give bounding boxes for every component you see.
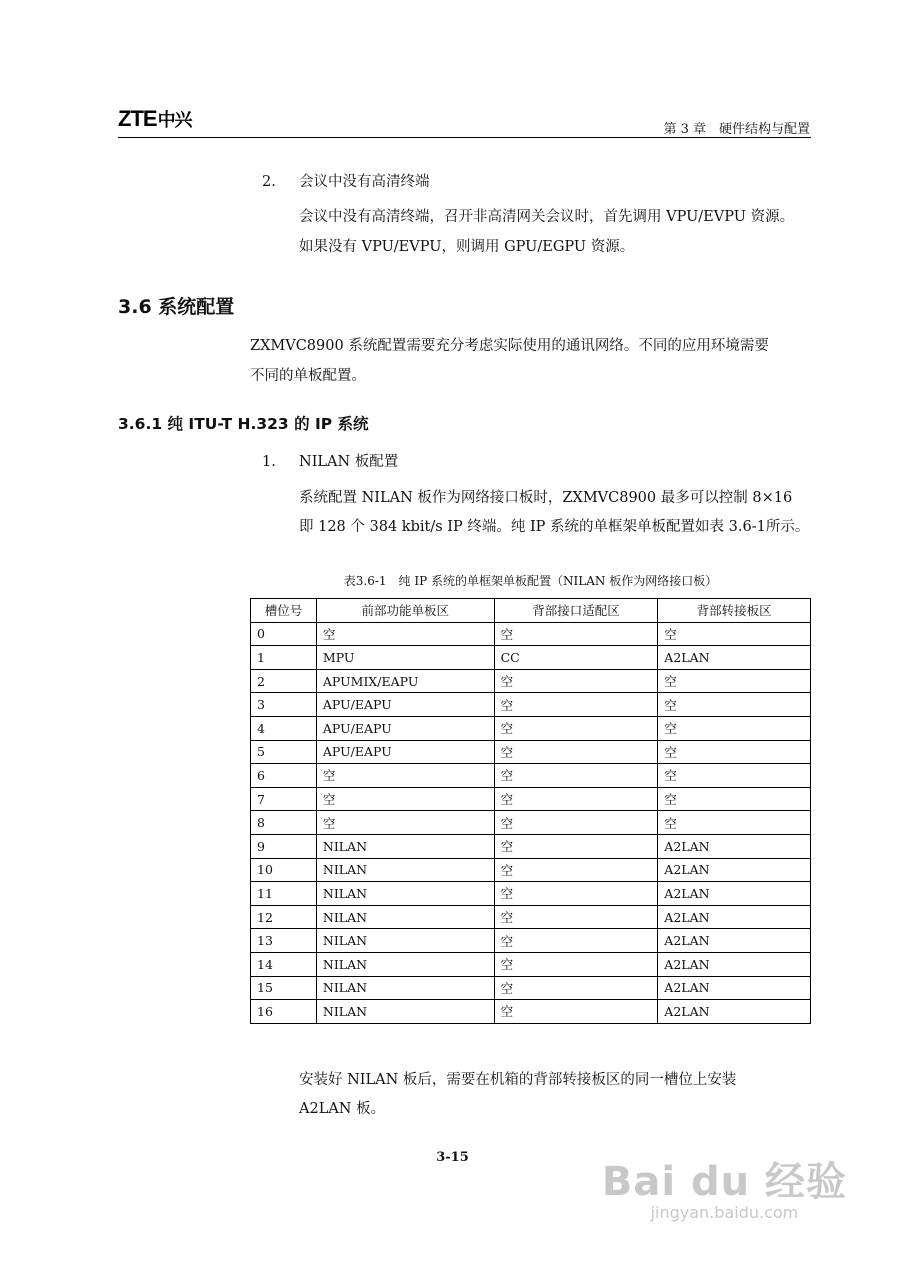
table-cell: 空 xyxy=(494,669,658,693)
table-cell: 11 xyxy=(251,882,317,906)
paragraph-line: 如果没有 VPU/EVPU，则调用 GPU/EGPU 资源。 xyxy=(299,239,635,255)
table-cell: 空 xyxy=(658,693,811,717)
header-rear-transfer: 背部转接板区 xyxy=(658,599,811,623)
table-cell: 空 xyxy=(658,740,811,764)
baidu-watermark xyxy=(602,1150,847,1222)
table-cell: A2LAN xyxy=(658,1000,811,1024)
table-cell: 2 xyxy=(251,669,317,693)
table-cell: 10 xyxy=(251,858,317,882)
table-cell: A2LAN xyxy=(658,976,811,1000)
table-cell: 空 xyxy=(494,929,658,953)
table-cell: NILAN xyxy=(316,858,494,882)
table-row xyxy=(251,764,811,788)
table-row xyxy=(251,787,811,811)
table-cell: APUMIX/EAPU xyxy=(316,669,494,693)
table-cell: NILAN xyxy=(316,1000,494,1024)
table-cell: 空 xyxy=(494,716,658,740)
table-cell: 空 xyxy=(494,811,658,835)
table-row xyxy=(251,952,811,976)
table-row xyxy=(251,882,811,906)
watermark-brand: Bai du 经验 xyxy=(601,1159,847,1205)
table-cell: 9 xyxy=(251,834,317,858)
table-row xyxy=(251,646,811,670)
table-row xyxy=(251,740,811,764)
table-cell: NILAN xyxy=(316,834,494,858)
table-row xyxy=(251,1000,811,1024)
table-cell: 空 xyxy=(494,787,658,811)
table-row xyxy=(251,693,811,717)
table-cell: 空 xyxy=(494,976,658,1000)
table-cell: NILAN xyxy=(316,882,494,906)
chapter-title: 第 3 章 硬件结构与配置 xyxy=(663,122,810,137)
table-cell: 空 xyxy=(658,787,811,811)
watermark-url: jingyan.baidu.com xyxy=(650,1203,799,1222)
table-cell: NILAN xyxy=(316,976,494,1000)
table-cell: 0 xyxy=(251,622,317,646)
table-cell: 空 xyxy=(494,834,658,858)
table-cell: 空 xyxy=(316,764,494,788)
table-cell: APU/EAPU xyxy=(316,716,494,740)
table-cell: 空 xyxy=(316,811,494,835)
paragraph-line: 系统配置 NILAN 板作为网络接口板时，ZXMVC8900 最多可以控制 8×16 xyxy=(299,490,793,506)
zte-logo xyxy=(118,106,192,132)
table-cell: CC xyxy=(494,646,658,670)
table-cell: MPU xyxy=(316,646,494,670)
list-item-number: 1. xyxy=(262,454,276,470)
table-row xyxy=(251,622,811,646)
paragraph-line: 会议中没有高清终端，召开非高清网关会议时，首先调用 VPU/EVPU 资源。 xyxy=(299,209,795,225)
table-cell: NILAN xyxy=(316,929,494,953)
table-cell: 空 xyxy=(658,811,811,835)
table-cell: NILAN xyxy=(316,952,494,976)
table-row xyxy=(251,929,811,953)
header-divider xyxy=(118,137,811,138)
table-cell: 空 xyxy=(494,882,658,906)
table-cell: A2LAN xyxy=(658,882,811,906)
table-cell: 空 xyxy=(658,669,811,693)
table-cell: 空 xyxy=(494,905,658,929)
page-number: 3-15 xyxy=(436,1150,469,1165)
table-cell: 5 xyxy=(251,740,317,764)
subsection-heading: 3.6.1 纯 ITU-T H.323 的 IP 系统 xyxy=(118,415,369,433)
section-heading: 3.6 系统配置 xyxy=(118,296,235,318)
table-cell: A2LAN xyxy=(658,646,811,670)
header-rear-interface: 背部接口适配区 xyxy=(494,599,658,623)
table-cell: 12 xyxy=(251,905,317,929)
table-cell: 7 xyxy=(251,787,317,811)
config-table xyxy=(250,598,811,1024)
table-cell: A2LAN xyxy=(658,952,811,976)
list-item-number: 2. xyxy=(262,174,276,190)
table-cell: A2LAN xyxy=(658,834,811,858)
table-cell: 空 xyxy=(494,740,658,764)
table-cell: 空 xyxy=(658,716,811,740)
table-cell: 8 xyxy=(251,811,317,835)
table-header-row xyxy=(251,599,811,623)
table-cell: 4 xyxy=(251,716,317,740)
header-slot: 槽位号 xyxy=(251,599,317,623)
table-caption: 表3.6-1 纯 IP 系统的单框架单板配置（NILAN 板作为网络接口板） xyxy=(343,574,718,588)
paragraph-line: ZXMVC8900 系统配置需要充分考虑实际使用的通讯网络。不同的应用环境需要 xyxy=(250,338,769,354)
paragraph-line: A2LAN 板。 xyxy=(299,1101,386,1117)
table-cell: 6 xyxy=(251,764,317,788)
table-row xyxy=(251,905,811,929)
table-cell: 空 xyxy=(494,693,658,717)
table-cell: 空 xyxy=(658,764,811,788)
logo-text: ZTE xyxy=(118,106,157,131)
table-cell: A2LAN xyxy=(658,858,811,882)
table-cell: 空 xyxy=(494,1000,658,1024)
table-cell: APU/EAPU xyxy=(316,740,494,764)
table-cell: 空 xyxy=(494,622,658,646)
table-cell: 空 xyxy=(316,622,494,646)
table-row xyxy=(251,834,811,858)
paragraph-line: 不同的单板配置。 xyxy=(250,368,366,384)
list-item-title: NILAN 板配置 xyxy=(299,454,399,470)
table-cell: 空 xyxy=(316,787,494,811)
table-cell: 1 xyxy=(251,646,317,670)
table-row xyxy=(251,716,811,740)
table-cell: 14 xyxy=(251,952,317,976)
table-cell: A2LAN xyxy=(658,929,811,953)
header-front: 前部功能单板区 xyxy=(316,599,494,623)
table-cell: 空 xyxy=(494,858,658,882)
table-row xyxy=(251,811,811,835)
table-cell: 空 xyxy=(494,764,658,788)
table-cell: 空 xyxy=(494,952,658,976)
table-cell: A2LAN xyxy=(658,905,811,929)
paragraph-line: 即 128 个 384 kbit/s IP 终端。纯 IP 系统的单框架单板配置如表 3.6-1所示。 xyxy=(299,519,810,535)
table-cell: 13 xyxy=(251,929,317,953)
table-row xyxy=(251,858,811,882)
table-row xyxy=(251,976,811,1000)
table-row xyxy=(251,669,811,693)
table-cell: NILAN xyxy=(316,905,494,929)
table-cell: 空 xyxy=(658,622,811,646)
table-cell: 15 xyxy=(251,976,317,1000)
paragraph-line: 安装好 NILAN 板后，需要在机箱的背部转接板区的同一槽位上安装 xyxy=(299,1072,737,1088)
table-cell: 16 xyxy=(251,1000,317,1024)
table-cell: 3 xyxy=(251,693,317,717)
list-item-title: 会议中没有高清终端 xyxy=(299,174,430,190)
logo-cn: 中兴 xyxy=(157,110,192,130)
table-cell: APU/EAPU xyxy=(316,693,494,717)
